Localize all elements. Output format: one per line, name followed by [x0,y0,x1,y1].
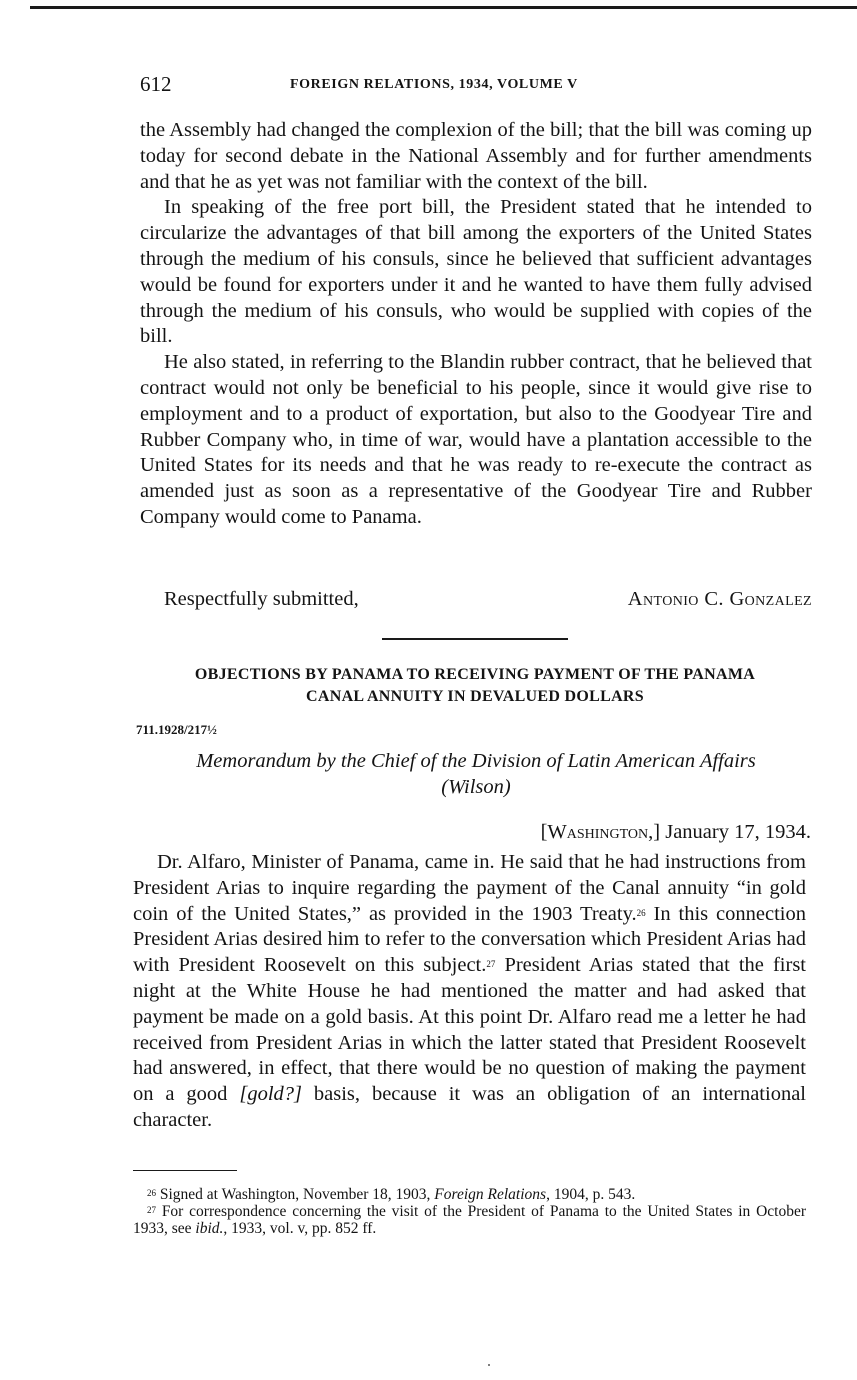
page-header [140,72,820,100]
dateline [541,821,811,844]
memorandum-title-line-2: (Wilson) [441,776,511,798]
footnotes [133,1186,806,1237]
footnote-26 [133,1186,806,1203]
scan-speck [488,1364,490,1366]
footnote-27 [133,1203,806,1237]
paragraph-free-port-bill: In speaking of the free port bill, the President stated that he intended to circularize the advantages of that bill among the exporters of the United States through the medium of his consuls, since he believed that sufficient advantages would be found for exporters under it and he wanted to have them fully advised through the medium of his consuls, who would be supplied with copies of the bill. [140,196,812,348]
footnote-27-text: For correspondence concerning the visit of the President of Panama to the United States in October 1933, see [133,1203,806,1237]
memorandum-body [133,850,806,1134]
memo-text-4: basis, because it was an obligation of an international character. [133,1083,806,1131]
memo-text-3: President Arias stated that the first night at the White House he had mentioned the matter and had asked that payment be made on a gold basis. At this point Dr. Alfaro read me a letter he had received from President Arias in which the latter stated that President Roosevelt had answered, in effect, that there would be no question of making the payment on a good [133,954,806,1106]
footnote-27-italic: ibid. [195,1220,224,1237]
section-title [130,664,820,708]
memorandum-title-line-1: Memorandum by the Chief of the Division of Latin American Affairs [196,750,756,772]
section-divider [382,638,568,640]
dateline-place: [Washington,] [540,821,661,843]
page-number: 612 [140,72,172,96]
footnote-26-text: Signed at Washington, November 18, 1903, [156,1186,435,1203]
section-title-line-1: OBJECTIONS BY PANAMA TO RECEIVING PAYMENT OF THE PANAMA [194,666,756,683]
top-rule [30,6,857,9]
footnote-26-italic: Foreign Relations [434,1186,547,1203]
continued-letter-text [140,118,812,531]
signer: Antonio C. Gonzalez [627,588,812,610]
footnote-ref-27: 27 [486,959,496,970]
file-number: 711.1928/217½ [136,722,217,737]
footnote-26-text-end: , 1904, p. 543. [546,1186,636,1203]
memorandum-title [136,748,816,800]
footnote-27-mark: 27 [147,1205,156,1215]
memo-text-2: In this connection President Arias desired him to refer to the conversation which President Arias had with President Roosevelt on this subject. [133,902,806,977]
memo-text-1: Dr. Alfaro, Minister of Panama, came in. He said that he had instructions from President Arias to inquire regarding the payment of the Canal annuity “in gold coin of the United States,” as provided in the 1903 Treaty. [133,851,806,925]
footnote-27-text-end: , 1933, vol. v, pp. 852 ff. [223,1220,377,1237]
section-title-line-2: CANAL ANNUITY IN DEVALUED DOLLARS [306,688,644,705]
footnote-ref-26: 26 [636,907,646,918]
memorandum-paragraph [133,850,806,1134]
paragraph-continued: the Assembly had changed the complexion of the bill; that the bill was coming up today for second debate in the National Assembly and for further amendments and that he as yet was not familiar with the context of the bill. [140,119,812,193]
running-head: FOREIGN RELATIONS, 1934, VOLUME V [290,77,578,92]
paragraph-rubber-contract: He also stated, in referring to the Blandin rubber contract, that he believed that contract would not only be beneficial to his people, since it would give rise to employment and to a product of exportation, but also to the Goodyear Tire and Rubber Company who, in time of war, would have a plantation accessible to the United States for its needs and that he was ready to re-execute the contract as amended just as soon as a representative of the Goodyear Tire and Rubber Company would come to Panama. [140,351,812,528]
dateline-date: January 17, 1934. [665,821,811,843]
footnote-rule [133,1170,237,1171]
footnote-26-mark: 26 [147,1188,156,1198]
bracket-insert: [gold?] [239,1083,302,1106]
closing: Respectfully submitted, [164,588,359,610]
